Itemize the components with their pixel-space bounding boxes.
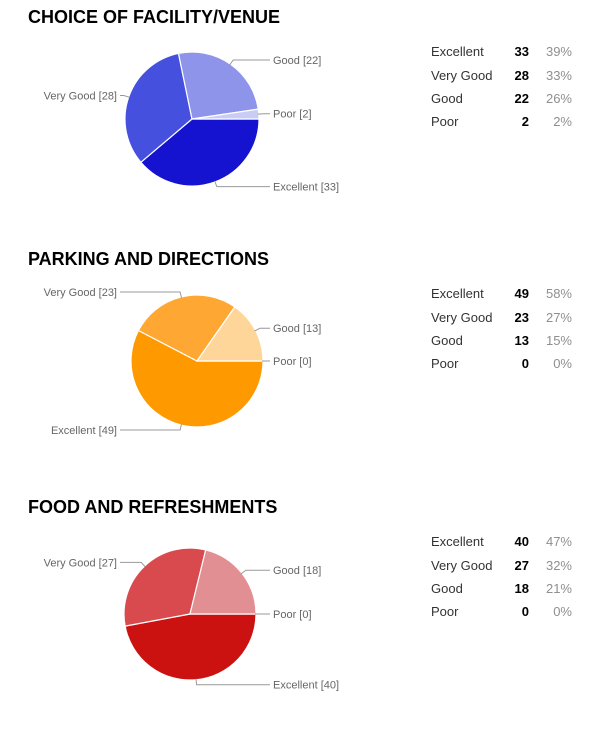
percent-value: 0% — [529, 604, 572, 619]
table-row — [431, 530, 572, 553]
slice-label-very-good: Very Good [27] — [44, 557, 117, 569]
slice-label-poor: Poor [0] — [273, 609, 312, 621]
category-label: Poor — [431, 356, 499, 371]
percent-value: 0% — [529, 356, 572, 371]
callout-line-very-good — [120, 96, 130, 98]
category-label: Very Good — [431, 558, 499, 573]
percent-value: 27% — [529, 310, 572, 325]
category-label: Excellent — [431, 44, 499, 59]
percent-value: 21% — [529, 581, 572, 596]
category-label: Poor — [431, 604, 499, 619]
callout-line-good — [241, 570, 270, 574]
pie-slice-good — [178, 52, 258, 119]
slice-label-good: Good [18] — [273, 565, 321, 577]
percent-value: 15% — [529, 333, 572, 348]
count-value: 22 — [499, 91, 529, 106]
callout-line-excellent — [196, 679, 270, 685]
category-label: Excellent — [431, 534, 499, 549]
callout-line-very-good — [120, 292, 182, 298]
count-value: 27 — [499, 558, 529, 573]
table-row — [431, 282, 572, 305]
callout-line-good — [230, 60, 270, 65]
slice-label-excellent: Excellent [33] — [273, 182, 339, 194]
percent-value: 33% — [529, 68, 572, 83]
pie-slice-excellent — [125, 614, 256, 680]
percent-value: 2% — [529, 114, 572, 129]
table-row — [431, 600, 572, 623]
summary-table-facility-venue — [431, 40, 572, 134]
category-label: Poor — [431, 114, 499, 129]
slice-label-excellent: Excellent [49] — [51, 425, 117, 437]
chart-title-parking-directions: PARKING AND DIRECTIONS — [28, 248, 269, 270]
slice-label-very-good: Very Good [28] — [44, 91, 117, 103]
count-value: 23 — [499, 310, 529, 325]
table-row — [431, 87, 572, 110]
table-row — [431, 110, 572, 133]
callout-line-very-good — [120, 562, 145, 566]
count-value: 18 — [499, 581, 529, 596]
table-row — [431, 329, 572, 352]
pie-chart-facility-venue — [0, 30, 370, 242]
category-label: Good — [431, 333, 499, 348]
count-value: 0 — [499, 356, 529, 371]
category-label: Excellent — [431, 286, 499, 301]
pie-chart-food-refreshments — [0, 520, 370, 732]
slice-label-excellent: Excellent [40] — [273, 680, 339, 692]
count-value: 0 — [499, 604, 529, 619]
count-value: 28 — [499, 68, 529, 83]
callout-line-good — [255, 328, 270, 331]
table-row — [431, 40, 572, 63]
table-row — [431, 577, 572, 600]
chart-title-facility-venue: CHOICE OF FACILITY/VENUE — [28, 6, 280, 28]
summary-table-parking-directions — [431, 282, 572, 376]
percent-value: 26% — [529, 91, 572, 106]
table-row — [431, 553, 572, 576]
count-value: 40 — [499, 534, 529, 549]
percent-value: 47% — [529, 534, 572, 549]
category-label: Very Good — [431, 68, 499, 83]
count-value: 13 — [499, 333, 529, 348]
chart-block-parking-directions — [0, 242, 608, 490]
count-value: 33 — [499, 44, 529, 59]
table-row — [431, 305, 572, 328]
slice-label-very-good: Very Good [23] — [44, 287, 117, 299]
callout-line-excellent — [120, 424, 182, 430]
count-value: 49 — [499, 286, 529, 301]
percent-value: 39% — [529, 44, 572, 59]
table-row — [431, 352, 572, 375]
chart-block-facility-venue — [0, 0, 608, 242]
count-value: 2 — [499, 114, 529, 129]
percent-value: 58% — [529, 286, 572, 301]
chart-block-food-refreshments — [0, 490, 608, 713]
percent-value: 32% — [529, 558, 572, 573]
category-label: Good — [431, 581, 499, 596]
slice-label-good: Good [13] — [273, 323, 321, 335]
callout-line-excellent — [215, 181, 270, 187]
chart-title-food-refreshments: FOOD AND REFRESHMENTS — [28, 496, 277, 518]
pie-chart-parking-directions — [0, 272, 370, 484]
summary-table-food-refreshments — [431, 530, 572, 624]
slice-label-poor: Poor [0] — [273, 356, 312, 368]
slice-label-poor: Poor [2] — [273, 109, 312, 121]
category-label: Very Good — [431, 310, 499, 325]
table-row — [431, 63, 572, 86]
category-label: Good — [431, 91, 499, 106]
slice-label-good: Good [22] — [273, 55, 321, 67]
